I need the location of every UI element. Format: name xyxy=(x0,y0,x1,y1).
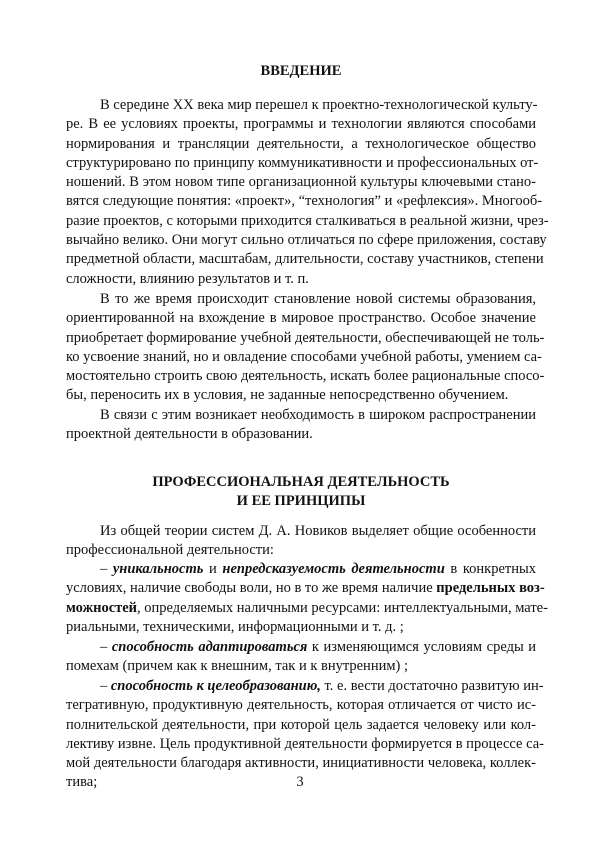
text-line: помехам (причем как к внешним, так и к внутренним) ; xyxy=(66,658,408,675)
term-goal-formation: способность к целеобразованию, xyxy=(110,678,321,694)
term-adaptability: способность адаптироваться xyxy=(111,639,308,655)
section-intro-paragraph xyxy=(66,522,536,561)
term-limit-capabilities: предельных воз- xyxy=(436,580,545,597)
text-line: сложности, влиянию результатов и т. п. xyxy=(66,270,309,287)
text-line: приобретает формирование учебной деятельности, обеспечивающей не толь- xyxy=(66,329,545,346)
text-line: ношений. В этом новом типе организационной культуры ключевыми стано- xyxy=(66,174,536,191)
text-line: проектной деятельности в образовании. xyxy=(66,426,313,443)
text-line: структурировано по принципу коммуникативности и профессиональных от- xyxy=(66,154,539,171)
text-line: предметной области, масштабам, длительности, составу участников, степени xyxy=(66,251,544,268)
text-line: можностей, определяемых наличными ресурсами: интеллектуальными, мате- xyxy=(66,599,548,616)
text-line: полнительской деятельности, при которой цель задается человеку или кол- xyxy=(66,716,536,733)
text-line: тива; xyxy=(66,774,98,791)
text-line: мой деятельности благодаря активности, инициативности человека, коллек- xyxy=(66,755,536,772)
intro-paragraph-1 xyxy=(66,96,549,289)
section-heading-line-1: ПРОФЕССИОНАЛЬНАЯ ДЕЯТЕЛЬНОСТЬ xyxy=(152,474,450,490)
section-heading-line-2: И ЕЕ ПРИНЦИПЫ xyxy=(236,493,366,509)
text-line: ориентированной на вхождение в мировое пространство. Особое значение xyxy=(66,310,536,327)
text-line: вычайно велико. Они могут сильно отличаться по сфере приложения, составу xyxy=(66,232,547,249)
term-uniqueness: уникальность xyxy=(112,561,204,577)
text-line: – способность адаптироваться к изменяющимся условиям среды и xyxy=(100,639,537,655)
text-line: нормирования и трансляции деятельности, а технологическое общество xyxy=(66,135,536,152)
text-line: тегративную, продуктивную деятельность, которая отличается от чисто ис- xyxy=(66,697,536,714)
text-line: мостоятельно строить свою деятельность, искать более рациональные спосо- xyxy=(66,368,545,385)
text-line: В середине XX века мир перешел к проектно-технологической культу- xyxy=(100,97,538,113)
list-item-uniqueness xyxy=(66,560,548,637)
intro-paragraph-2 xyxy=(66,290,545,406)
text-line: условиях, наличие свободы воли, но в то же время наличие предельных воз- xyxy=(66,580,545,597)
text-line: В то же время происходит становление новой системы образования, xyxy=(100,291,536,307)
text-line: лективу извне. Цель продуктивной деятельности формируется в процессе са- xyxy=(66,735,544,752)
text-line: ко усвоение знаний, но и овладение способами учебной работы, умением са- xyxy=(66,348,542,365)
text-line: ре. В ее условиях проекты, программы и технологии являются способами xyxy=(66,116,536,133)
term-unpredictability: непредсказуемость деятельности xyxy=(222,561,445,577)
text-line: Из общей теории систем Д. А. Новиков выделяет общие особенности xyxy=(100,523,536,539)
text-line: – способность к целеобразованию, т. е. вести достаточно развитую ин- xyxy=(100,678,544,694)
list-item-adaptability xyxy=(66,638,536,677)
text-line: В связи с этим возникает необходимость в широком распространении xyxy=(100,407,536,423)
text-line: разие проектов, с которыми приходится сталкиваться в реальной жизни, чрез- xyxy=(66,212,549,229)
text-line: риальными, техническими, информационными и т. д. ; xyxy=(66,618,404,635)
text-line: профессиональной деятельности: xyxy=(66,542,274,559)
intro-paragraph-3 xyxy=(66,406,536,445)
intro-heading: ВВЕДЕНИЕ xyxy=(260,63,342,79)
text-line: вятся следующие понятия: «проект», “технология” и «рефлексия». Многооб- xyxy=(66,193,543,210)
page-number: 3 xyxy=(296,774,304,790)
text-line: бы, переносить их в условия, не заданные непосредственно обучением. xyxy=(66,387,509,404)
term-limit-capabilities-cont: можностей xyxy=(66,599,138,616)
text-line: – уникальность и непредсказуемость деятельности в конкретных xyxy=(100,561,536,577)
